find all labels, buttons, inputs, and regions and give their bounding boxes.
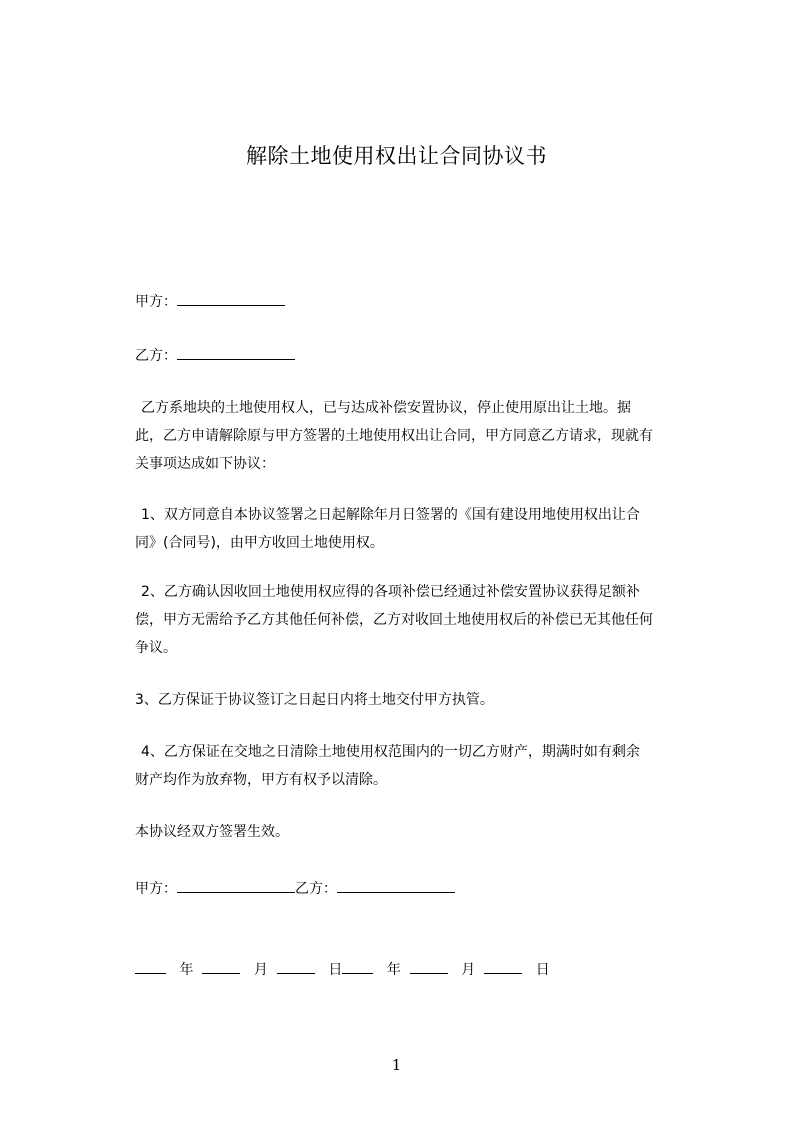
date-b-year-label: 年 (386, 962, 401, 978)
clause-1-line-2: 同》(合同号)，由甲方收回土地使用权。 (135, 535, 384, 551)
intro-line-1: 乙方系地块的土地使用权人，已与达成补偿安置协议，停止使用原出让土地。据 (141, 400, 631, 416)
page-number: 1 (391, 1056, 402, 1074)
intro-line-3: 关事项达成如下协议： (135, 456, 275, 472)
sign-party-a-blank (177, 877, 295, 893)
signature-line (135, 877, 455, 899)
clause-4-line-2: 财产均作为放弃物，甲方有权予以清除。 (135, 772, 387, 788)
party-a-line (135, 290, 285, 312)
party-b-line (135, 344, 295, 366)
date-b-day-label: 日 (535, 962, 550, 978)
date-a-month-blank (202, 958, 240, 974)
date-a-month-label: 月 (253, 962, 268, 978)
date-a-day-blank (277, 958, 315, 974)
effective-statement: 本协议经双方签署生效。 (135, 824, 289, 840)
sign-party-a-label: 甲方： (135, 881, 177, 897)
date-a-year-blank (135, 958, 166, 974)
date-a-day-label: 日 (328, 962, 343, 978)
date-b-month-label: 月 (461, 962, 476, 978)
date-b-year-blank (342, 958, 373, 974)
date-a-year-label: 年 (179, 962, 194, 978)
intro-line-2: 此，乙方申请解除原与甲方签署的土地使用权出让合同，甲方同意乙方请求，现就有 (135, 428, 653, 444)
clause-1-line-1: 1、双方同意自本协议签署之日起解除年月日签署的《国有建设用地使用权出让合 (141, 507, 640, 523)
document-title: 解除土地使用权出让合同协议书 (246, 144, 547, 168)
party-b-blank (177, 344, 295, 360)
date-line (135, 958, 550, 980)
clause-3: 3、乙方保证于协议签订之日起日内将土地交付甲方执管。 (135, 692, 494, 708)
clause-2-line-3: 争议。 (135, 640, 177, 656)
party-a-label: 甲方： (135, 294, 177, 310)
clause-2-line-1: 2、乙方确认因收回土地使用权应得的各项补偿已经通过补偿安置协议获得足额补 (141, 584, 640, 600)
date-b-day-blank (484, 958, 522, 974)
sign-party-b-label: 乙方： (295, 881, 337, 897)
party-a-blank (177, 290, 285, 306)
party-b-label: 乙方： (135, 348, 177, 364)
date-b-month-blank (410, 958, 448, 974)
clause-4-line-1: 4、乙方保证在交地之日清除土地使用权范围内的一切乙方财产，期满时如有剩余 (141, 744, 640, 760)
clause-2-line-2: 偿，甲方无需给予乙方其他任何补偿，乙方对收回土地使用权后的补偿已无其他任何 (135, 612, 653, 628)
sign-party-b-blank (337, 877, 455, 893)
